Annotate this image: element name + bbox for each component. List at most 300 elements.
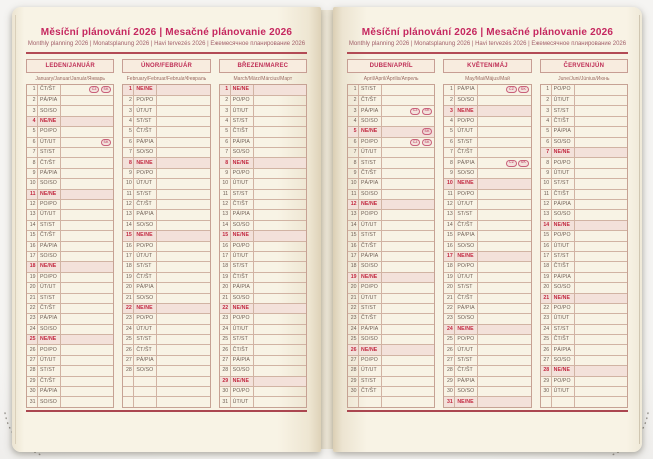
day-row bbox=[220, 313, 306, 323]
notes-cell bbox=[382, 314, 434, 323]
day-abbrev: ST/ST bbox=[231, 117, 254, 126]
day-row bbox=[348, 85, 434, 95]
day-row bbox=[123, 105, 209, 115]
day-number: 14 bbox=[348, 221, 359, 230]
day-abbrev: PÁ/PIA bbox=[134, 138, 157, 147]
notes-cell bbox=[575, 273, 627, 282]
notes-cell bbox=[575, 158, 627, 167]
day-row bbox=[27, 137, 113, 147]
day-abbrev: ST/ST bbox=[134, 190, 157, 199]
day-number: 16 bbox=[444, 242, 455, 251]
notes-cell bbox=[478, 314, 530, 323]
day-abbrev: NE/NE bbox=[231, 377, 254, 386]
day-row bbox=[348, 303, 434, 313]
notes-cell bbox=[61, 283, 113, 292]
day-abbrev: ST/ST bbox=[134, 262, 157, 271]
day-row bbox=[541, 199, 627, 209]
notes-cell bbox=[478, 158, 530, 167]
day-row bbox=[123, 355, 209, 365]
day-number: 6 bbox=[123, 138, 134, 147]
day-number: 5 bbox=[123, 127, 134, 136]
notes-cell bbox=[382, 179, 434, 188]
empty-row bbox=[123, 396, 209, 406]
day-row bbox=[541, 116, 627, 126]
day-row bbox=[541, 303, 627, 313]
notes-cell bbox=[575, 85, 627, 95]
day-row bbox=[541, 355, 627, 365]
notes-cell bbox=[157, 221, 209, 230]
day-row bbox=[123, 365, 209, 375]
day-row bbox=[27, 355, 113, 365]
day-row bbox=[444, 126, 530, 136]
notes-cell bbox=[478, 221, 530, 230]
month-subtitle: February/Februar/Február/Февраль bbox=[126, 75, 207, 82]
day-number: 23 bbox=[541, 314, 552, 323]
day-number: 25 bbox=[541, 335, 552, 344]
day-row bbox=[348, 178, 434, 188]
day-number: 17 bbox=[220, 252, 231, 261]
day-number: 5 bbox=[444, 127, 455, 136]
day-number: 25 bbox=[27, 335, 38, 344]
day-abbrev: ČT/ŠT bbox=[38, 304, 61, 313]
day-row bbox=[123, 126, 209, 136]
day-abbrev: NE/NE bbox=[38, 190, 61, 199]
day-number: 24 bbox=[348, 325, 359, 334]
notes-cell bbox=[575, 242, 627, 251]
notes-cell bbox=[61, 262, 113, 271]
day-number: 6 bbox=[444, 138, 455, 147]
notes-cell bbox=[382, 242, 434, 251]
day-abbrev: SO/SO bbox=[359, 262, 382, 271]
notes-cell bbox=[478, 85, 530, 95]
day-abbrev: SO/SO bbox=[134, 148, 157, 157]
notes-cell bbox=[254, 325, 306, 334]
notes-cell bbox=[382, 85, 434, 95]
day-abbrev: ÚT/UT bbox=[552, 242, 575, 251]
day-number: 16 bbox=[27, 242, 38, 251]
notes-cell bbox=[382, 335, 434, 344]
day-number: 14 bbox=[27, 221, 38, 230]
month-title: ÚNOR/FEBRUÁR bbox=[122, 59, 210, 74]
day-number: 12 bbox=[220, 200, 231, 209]
day-abbrev: ČT/ŠT bbox=[455, 148, 478, 157]
notes-cell bbox=[157, 127, 209, 136]
month-table bbox=[26, 84, 114, 408]
day-abbrev: PÁ/PIA bbox=[134, 210, 157, 219]
day-number: 10 bbox=[123, 179, 134, 188]
day-row bbox=[220, 261, 306, 271]
day-abbrev: PÁ/PIA bbox=[38, 96, 61, 105]
holiday-badge-sk: SK bbox=[422, 128, 432, 135]
day-number: 26 bbox=[123, 345, 134, 354]
page-title: Měsíční plánování 2026 | Mesačné plánovanie 2026 bbox=[40, 27, 293, 38]
day-number: 13 bbox=[123, 210, 134, 219]
notes-cell bbox=[382, 96, 434, 105]
day-number: 29 bbox=[220, 377, 231, 386]
day-row bbox=[444, 147, 530, 157]
notes-cell bbox=[478, 200, 530, 209]
day-number: 5 bbox=[541, 127, 552, 136]
notes-cell bbox=[61, 106, 113, 115]
day-number: 28 bbox=[348, 366, 359, 375]
day-row bbox=[348, 230, 434, 240]
day-abbrev: ÚT/UT bbox=[38, 210, 61, 219]
day-abbrev: ČT/ŠT bbox=[359, 169, 382, 178]
day-abbrev: PO/PO bbox=[38, 127, 61, 136]
notes-cell bbox=[157, 283, 209, 292]
day-number: 17 bbox=[348, 252, 359, 261]
notes-cell bbox=[575, 117, 627, 126]
day-row bbox=[220, 178, 306, 188]
month-table bbox=[540, 84, 628, 408]
holiday-badge-cz: CZ bbox=[410, 139, 420, 146]
month-title: KVĚTEN/MÁJ bbox=[443, 59, 531, 74]
day-row bbox=[220, 386, 306, 396]
day-row bbox=[444, 313, 530, 323]
day-row bbox=[348, 220, 434, 230]
notes-cell bbox=[61, 200, 113, 209]
day-abbrev: ČT/ŠT bbox=[38, 158, 61, 167]
day-number: 16 bbox=[123, 242, 134, 251]
day-abbrev: SO/SO bbox=[38, 397, 61, 406]
day-abbrev: ÚT/UT bbox=[359, 294, 382, 303]
holiday-badge-cz: CZ bbox=[506, 160, 516, 167]
day-abbrev: ÚT/UT bbox=[134, 252, 157, 261]
notes-cell bbox=[157, 210, 209, 219]
day-number: 13 bbox=[348, 210, 359, 219]
day-abbrev: PÁ/PIA bbox=[38, 169, 61, 178]
day-number: 28 bbox=[123, 366, 134, 375]
day-number: 7 bbox=[541, 148, 552, 157]
day-row bbox=[123, 282, 209, 292]
day-abbrev: ČT/ŠT bbox=[38, 377, 61, 386]
day-row bbox=[541, 126, 627, 136]
day-number: 18 bbox=[27, 262, 38, 271]
day-row bbox=[444, 303, 530, 313]
day-abbrev: PÁ/PIA bbox=[231, 210, 254, 219]
day-abbrev: NE/NE bbox=[455, 325, 478, 334]
day-row bbox=[123, 230, 209, 240]
day-number: 20 bbox=[123, 283, 134, 292]
day-row bbox=[27, 178, 113, 188]
day-row bbox=[220, 396, 306, 406]
day-abbrev: PO/PO bbox=[134, 242, 157, 251]
day-number: 30 bbox=[27, 387, 38, 396]
day-number: 30 bbox=[444, 387, 455, 396]
day-number: 30 bbox=[220, 387, 231, 396]
day-abbrev: ÚT/UT bbox=[455, 273, 478, 282]
day-number: 25 bbox=[123, 335, 134, 344]
notes-cell bbox=[254, 356, 306, 365]
notes-cell bbox=[382, 138, 434, 147]
day-number: 11 bbox=[27, 190, 38, 199]
day-row bbox=[27, 199, 113, 209]
notes-cell bbox=[382, 294, 434, 303]
day-row bbox=[444, 324, 530, 334]
day-row bbox=[348, 376, 434, 386]
day-row bbox=[348, 95, 434, 105]
day-abbrev: ST/ST bbox=[552, 252, 575, 261]
day-number: 24 bbox=[123, 325, 134, 334]
notes-cell bbox=[61, 190, 113, 199]
day-row bbox=[444, 95, 530, 105]
day-row bbox=[27, 344, 113, 354]
day-number: 2 bbox=[220, 96, 231, 105]
day-row bbox=[444, 168, 530, 178]
notes-cell bbox=[575, 210, 627, 219]
notes-cell bbox=[478, 273, 530, 282]
day-row bbox=[220, 365, 306, 375]
day-number: 21 bbox=[348, 294, 359, 303]
notes-cell bbox=[254, 190, 306, 199]
day-abbrev: NE/NE bbox=[134, 231, 157, 240]
day-abbrev: NE/NE bbox=[38, 117, 61, 126]
notes-cell bbox=[575, 169, 627, 178]
day-row bbox=[348, 147, 434, 157]
day-abbrev: ST/ST bbox=[455, 283, 478, 292]
day-number: 25 bbox=[444, 335, 455, 344]
day-row bbox=[444, 105, 530, 115]
day-row bbox=[541, 324, 627, 334]
notes-cell bbox=[575, 252, 627, 261]
day-number: 26 bbox=[220, 345, 231, 354]
day-abbrev: SO/SO bbox=[552, 210, 575, 219]
day-number: 11 bbox=[348, 190, 359, 199]
notes-cell bbox=[61, 85, 113, 95]
day-number: 23 bbox=[348, 314, 359, 323]
day-row bbox=[444, 220, 530, 230]
day-abbrev: PO/PO bbox=[359, 283, 382, 292]
day-row bbox=[27, 126, 113, 136]
holiday-badge-cz: CZ bbox=[506, 86, 516, 93]
day-row bbox=[541, 178, 627, 188]
day-row bbox=[27, 105, 113, 115]
notes-cell bbox=[478, 117, 530, 126]
day-number: 25 bbox=[348, 335, 359, 344]
day-row bbox=[348, 199, 434, 209]
day-row bbox=[27, 147, 113, 157]
day-abbrev: ČT/ŠT bbox=[359, 387, 382, 396]
notes-cell bbox=[254, 335, 306, 344]
day-abbrev: NE/NE bbox=[455, 397, 478, 406]
notes-cell bbox=[157, 294, 209, 303]
day-row bbox=[444, 293, 530, 303]
notes-cell bbox=[157, 158, 209, 167]
day-number: 21 bbox=[444, 294, 455, 303]
notes-cell bbox=[382, 190, 434, 199]
day-number: 15 bbox=[444, 231, 455, 240]
notes-cell bbox=[157, 377, 209, 386]
notes-cell bbox=[575, 190, 627, 199]
day-number: 1 bbox=[220, 85, 231, 95]
day-row bbox=[348, 365, 434, 375]
day-abbrev: ČT/ŠT bbox=[134, 200, 157, 209]
day-number: 3 bbox=[123, 106, 134, 115]
day-number: 4 bbox=[541, 117, 552, 126]
day-number: 29 bbox=[348, 377, 359, 386]
day-row bbox=[541, 272, 627, 282]
day-abbrev: PO/PO bbox=[455, 117, 478, 126]
day-row bbox=[444, 116, 530, 126]
day-abbrev: NE/NE bbox=[231, 304, 254, 313]
notes-cell bbox=[575, 345, 627, 354]
day-number: 7 bbox=[123, 148, 134, 157]
month-column bbox=[443, 59, 531, 408]
day-number: 2 bbox=[541, 96, 552, 105]
day-number: 11 bbox=[123, 190, 134, 199]
day-number: 19 bbox=[220, 273, 231, 282]
notes-cell bbox=[575, 96, 627, 105]
notes-cell bbox=[478, 210, 530, 219]
day-number: 4 bbox=[444, 117, 455, 126]
month-column bbox=[122, 59, 210, 408]
day-abbrev: ÚT/UT bbox=[359, 366, 382, 375]
day-abbrev: ÚT/UT bbox=[134, 179, 157, 188]
day-number: 10 bbox=[220, 179, 231, 188]
day-row bbox=[123, 199, 209, 209]
day-abbrev: SO/SO bbox=[359, 190, 382, 199]
day-abbrev: PO/PO bbox=[134, 169, 157, 178]
notes-cell bbox=[254, 366, 306, 375]
day-abbrev: SO/SO bbox=[359, 117, 382, 126]
day-row bbox=[27, 313, 113, 323]
day-number: 16 bbox=[348, 242, 359, 251]
day-number: 26 bbox=[27, 345, 38, 354]
day-number: 9 bbox=[123, 169, 134, 178]
day-abbrev: ST/ST bbox=[359, 377, 382, 386]
day-row bbox=[27, 157, 113, 167]
day-abbrev: ČT/ŠT bbox=[552, 262, 575, 271]
day-number: 13 bbox=[27, 210, 38, 219]
day-abbrev bbox=[134, 387, 157, 396]
day-row bbox=[348, 355, 434, 365]
month-subtitle: March/März/Március/Март bbox=[233, 75, 293, 82]
day-abbrev: ÚT/UT bbox=[455, 200, 478, 209]
day-row bbox=[348, 241, 434, 251]
day-number: 24 bbox=[220, 325, 231, 334]
day-number: 20 bbox=[348, 283, 359, 292]
day-number: 18 bbox=[220, 262, 231, 271]
notes-cell bbox=[382, 262, 434, 271]
day-abbrev: NE/NE bbox=[455, 106, 478, 115]
month-subtitle: June/Juni/Június/Июнь bbox=[558, 75, 610, 82]
day-abbrev bbox=[359, 397, 382, 406]
day-row bbox=[220, 334, 306, 344]
day-abbrev: SO/SO bbox=[134, 294, 157, 303]
day-abbrev: SO/SO bbox=[455, 387, 478, 396]
notes-cell bbox=[254, 148, 306, 157]
day-abbrev: ÚT/UT bbox=[552, 387, 575, 396]
day-row bbox=[444, 355, 530, 365]
day-row bbox=[27, 116, 113, 126]
day-abbrev: ÚT/UT bbox=[38, 283, 61, 292]
notes-cell bbox=[61, 366, 113, 375]
day-number: 3 bbox=[541, 106, 552, 115]
day-number: 23 bbox=[444, 314, 455, 323]
day-abbrev: NE/NE bbox=[359, 127, 382, 136]
day-row bbox=[348, 168, 434, 178]
day-number: 27 bbox=[27, 356, 38, 365]
day-row bbox=[444, 282, 530, 292]
day-abbrev: PÁ/PIA bbox=[359, 325, 382, 334]
day-number: 28 bbox=[220, 366, 231, 375]
holiday-badge-sk: SK bbox=[422, 139, 432, 146]
day-number: 27 bbox=[444, 356, 455, 365]
day-abbrev: SO/SO bbox=[38, 106, 61, 115]
day-number: 28 bbox=[27, 366, 38, 375]
day-abbrev: ČT/ŠT bbox=[38, 85, 61, 95]
day-abbrev: SO/SO bbox=[455, 169, 478, 178]
notes-cell bbox=[575, 148, 627, 157]
day-number: 5 bbox=[27, 127, 38, 136]
day-row bbox=[123, 261, 209, 271]
day-number: 7 bbox=[444, 148, 455, 157]
day-row bbox=[123, 241, 209, 251]
day-abbrev: PO/PO bbox=[359, 356, 382, 365]
day-number: 18 bbox=[348, 262, 359, 271]
day-abbrev: NE/NE bbox=[552, 294, 575, 303]
notes-cell bbox=[254, 85, 306, 95]
day-number: 19 bbox=[27, 273, 38, 282]
month-column bbox=[26, 59, 114, 408]
day-abbrev bbox=[134, 397, 157, 406]
day-number: 21 bbox=[220, 294, 231, 303]
day-row bbox=[541, 189, 627, 199]
day-number: 26 bbox=[444, 345, 455, 354]
day-number: 27 bbox=[348, 356, 359, 365]
day-abbrev: ST/ST bbox=[552, 106, 575, 115]
notes-cell bbox=[61, 356, 113, 365]
notes-cell bbox=[382, 273, 434, 282]
notes-cell bbox=[575, 325, 627, 334]
notes-cell bbox=[157, 242, 209, 251]
day-abbrev: ÚT/UT bbox=[134, 325, 157, 334]
notes-cell bbox=[382, 169, 434, 178]
notes-cell bbox=[575, 397, 627, 406]
day-number: 19 bbox=[444, 273, 455, 282]
month-subtitle: May/Mai/Május/Май bbox=[465, 75, 510, 82]
day-number: 4 bbox=[123, 117, 134, 126]
day-number: 4 bbox=[348, 117, 359, 126]
day-row bbox=[220, 324, 306, 334]
holiday-badge-sk: SK bbox=[101, 139, 111, 146]
notes-cell bbox=[254, 231, 306, 240]
day-row bbox=[444, 137, 530, 147]
notes-cell bbox=[575, 262, 627, 271]
day-number: 7 bbox=[348, 148, 359, 157]
day-number: 21 bbox=[123, 294, 134, 303]
day-row bbox=[444, 209, 530, 219]
notes-cell bbox=[61, 117, 113, 126]
day-row bbox=[348, 386, 434, 396]
day-abbrev: SO/SO bbox=[455, 96, 478, 105]
day-abbrev: SO/SO bbox=[552, 356, 575, 365]
day-abbrev: ČT/ŠT bbox=[134, 273, 157, 282]
notes-cell bbox=[157, 231, 209, 240]
holiday-badge-sk: SK bbox=[518, 86, 528, 93]
notes-cell bbox=[478, 242, 530, 251]
day-abbrev: PÁ/PIA bbox=[38, 314, 61, 323]
notes-cell bbox=[157, 200, 209, 209]
day-abbrev: ST/ST bbox=[38, 221, 61, 230]
notes-cell bbox=[575, 200, 627, 209]
day-abbrev: SO/SO bbox=[38, 179, 61, 188]
day-number: 12 bbox=[444, 200, 455, 209]
day-row bbox=[541, 105, 627, 115]
day-abbrev: SO/SO bbox=[134, 221, 157, 230]
day-row bbox=[444, 386, 530, 396]
notes-cell bbox=[478, 169, 530, 178]
